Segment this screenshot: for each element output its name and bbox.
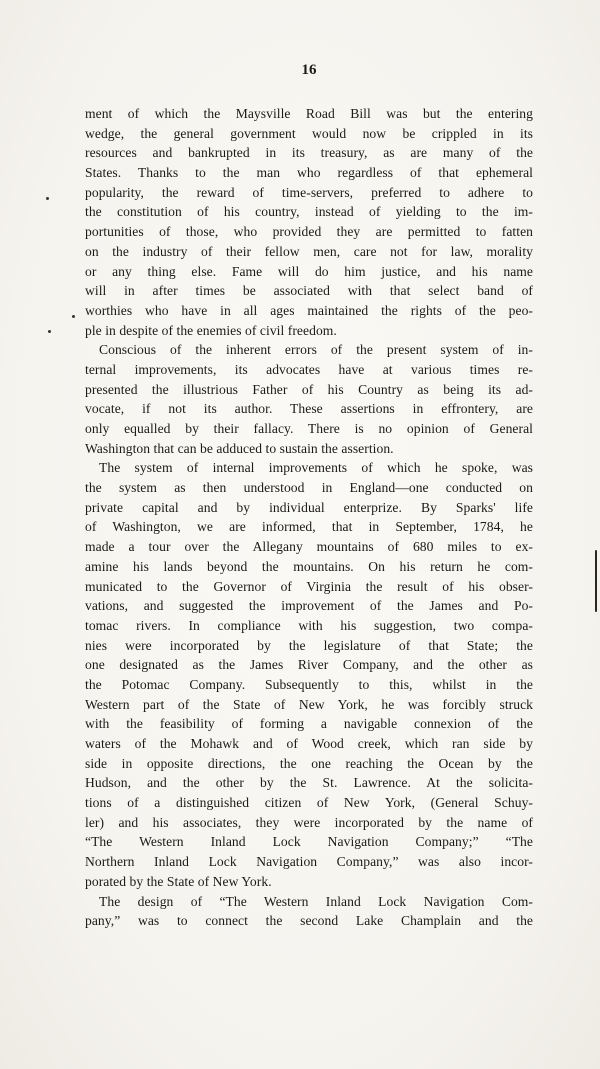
body-text bbox=[85, 104, 533, 931]
text-line: of Washington, we are informed, that in September, 1784, he bbox=[85, 519, 533, 535]
text-line: presented the illustrious Father of his Country as being its ad- bbox=[85, 381, 533, 397]
margin-speck bbox=[46, 197, 49, 200]
text-line: ternal improvements, its advocates have at various times re- bbox=[85, 361, 533, 377]
text-line: on the industry of their fellow men, care not for law, morality bbox=[85, 243, 533, 259]
paragraph bbox=[85, 458, 533, 891]
text-line: Western part of the State of New York, he was forcibly struck bbox=[85, 696, 533, 712]
page-number: 16 bbox=[301, 62, 317, 78]
text-line: ler) and his associates, they were incorporated by the name of bbox=[85, 814, 533, 830]
text-line: “The Western Inland Lock Navigation Company;” “The bbox=[85, 834, 533, 850]
text-line: the system as then understood in England—one conducted on bbox=[85, 480, 533, 496]
paragraph bbox=[85, 892, 533, 931]
text-line: popularity, the reward of time-servers, preferred to adhere to bbox=[85, 184, 533, 200]
text-line: made a tour over the Allegany mountains of 680 miles to ex- bbox=[85, 539, 533, 555]
text-line: The system of internal improvements of which he spoke, was bbox=[99, 460, 533, 476]
text-line: tions of a distinguished citizen of New York, (General Schuy- bbox=[85, 795, 533, 811]
text-line: ple in despite of the enemies of civil freedom. bbox=[85, 322, 337, 338]
text-line: resources and bankrupted in its treasury, as are many of the bbox=[85, 145, 533, 161]
text-line: municated to the Governor of Virginia the result of his obser- bbox=[85, 578, 533, 594]
text-line: vocate, if not its author. These assertions in effrontery, are bbox=[85, 401, 533, 417]
paragraph bbox=[85, 104, 533, 340]
text-line: Conscious of the inherent errors of the present system of in- bbox=[99, 342, 533, 358]
text-line: The design of “The Western Inland Lock Navigation Com- bbox=[99, 893, 533, 909]
text-line: worthies who have in all ages maintained the rights of the peo- bbox=[85, 302, 533, 318]
text-line: amine his lands beyond the mountains. On his return he com- bbox=[85, 558, 533, 574]
margin-speck bbox=[72, 315, 75, 318]
text-line: one designated as the James River Company, and the other as bbox=[85, 657, 533, 673]
text-line: waters of the Mohawk and of Wood creek, which ran side by bbox=[85, 736, 533, 751]
text-line: portunities of those, who provided they are permitted to fatten bbox=[85, 224, 533, 240]
text-line: or any thing else. Fame will do him justice, and his name bbox=[85, 263, 533, 279]
text-line: tomac rivers. In compliance with his suggestion, two compa- bbox=[85, 617, 533, 633]
text-line: will in after times be associated with that select band of bbox=[85, 283, 533, 299]
text-line: Washington that can be adduced to sustain the assertion. bbox=[85, 440, 394, 456]
text-line: vations, and suggested the improvement of the James and Po- bbox=[85, 598, 533, 614]
text-line: private capital and by individual enterprize. By Sparks' life bbox=[85, 499, 533, 515]
text-line: the Potomac Company. Subsequently to this, whilst in the bbox=[85, 676, 533, 692]
text-line: side in opposite directions, the one reaching the Ocean by the bbox=[85, 755, 533, 771]
text-line: pany,” was to connect the second Lake Champlain and the bbox=[85, 913, 533, 929]
text-line: only equalled by their fallacy. There is no opinion of General bbox=[85, 421, 533, 436]
margin-speck bbox=[48, 330, 51, 333]
paragraph bbox=[85, 340, 533, 458]
text-line: with the feasibility of forming a navigable connexion of the bbox=[85, 716, 533, 732]
text-line: the constitution of his country, instead of yielding to the im- bbox=[85, 204, 533, 220]
text-line: porated by the State of New York. bbox=[85, 873, 272, 889]
text-line: States. Thanks to the man who regardless of that ephemeral bbox=[85, 165, 533, 181]
text-line: wedge, the general government would now be crippled in its bbox=[85, 125, 533, 141]
text-line: Hudson, and the other by the St. Lawrence. At the solicita- bbox=[85, 775, 533, 791]
text-line: Northern Inland Lock Navigation Company,” was also incor- bbox=[85, 854, 533, 870]
page-edge-mark bbox=[595, 550, 597, 612]
text-line: nies were incorporated by the legislature of that State; the bbox=[85, 637, 533, 653]
text-line: ment of which the Maysville Road Bill was but the entering bbox=[85, 106, 533, 121]
